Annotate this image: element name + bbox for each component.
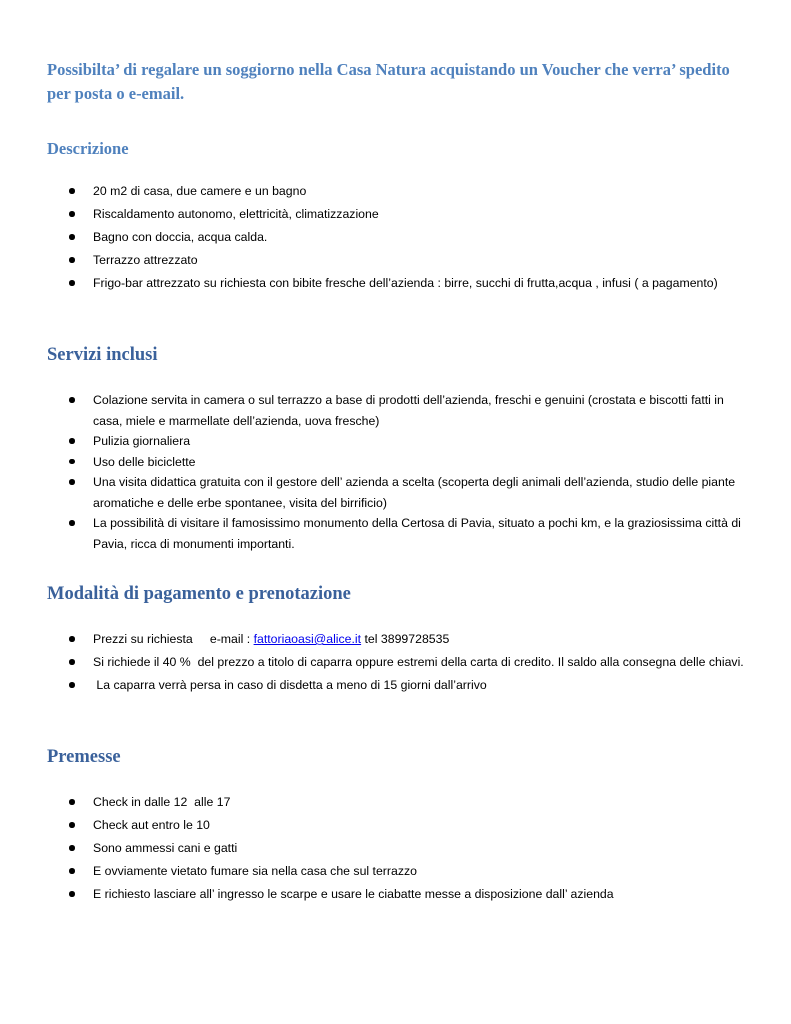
servizi-list (47, 390, 747, 554)
list-item (47, 181, 747, 202)
bullet-icon (69, 868, 75, 874)
bullet-icon (69, 234, 75, 240)
list-item (47, 452, 747, 473)
list-item-text: Check in dalle 12 alle 17 (93, 795, 231, 809)
list-item (47, 884, 747, 905)
bullet-icon (69, 636, 75, 642)
bullet-icon (69, 682, 75, 688)
list-item (47, 273, 747, 294)
list-item-text: Terrazzo attrezzato (93, 253, 198, 267)
list-item-text: La caparra verrà persa in caso di disdetta a meno di 15 giorni dall’arrivo (93, 678, 487, 692)
contact-phone: tel 3899728535 (361, 632, 450, 646)
list-item (47, 652, 747, 673)
bullet-icon (69, 891, 75, 897)
descrizione-list (47, 181, 747, 294)
section-heading-descrizione: Descrizione (47, 139, 129, 158)
bullet-icon (69, 188, 75, 194)
section-heading-premesse: Premesse (47, 747, 121, 767)
bullet-icon (69, 799, 75, 805)
list-item (47, 815, 747, 836)
list-item-text: Una visita didattica gratuita con il gestore dell’ azienda a scelta (scoperta degli animali dell’azienda, studio delle piante aromatiche e delle erbe spontanee, visita del birrificio) (93, 475, 736, 510)
list-item-text: Frigo-bar attrezzato su richiesta con bibite fresche dell’azienda : birre, succhi di frutta,acqua , infusi ( a pagamento) (93, 276, 718, 290)
list-item (47, 675, 747, 696)
list-item-text: Sono ammessi cani e gatti (93, 841, 238, 855)
list-item-text: Colazione servita in camera o sul terrazzo a base di prodotti dell’azienda, freschi e genuini (crostata e biscotti fatti in casa, miele e marmellate dell’azienda, uova fresche) (93, 393, 724, 428)
bullet-icon (69, 257, 75, 263)
list-item (47, 838, 747, 859)
list-item (47, 250, 747, 271)
bullet-icon (69, 520, 75, 526)
section-heading-pagamento: Modalità di pagamento e prenotazione (47, 584, 351, 604)
bullet-icon (69, 280, 75, 286)
list-item-text: Riscaldamento autonomo, elettricità, climatizzazione (93, 207, 379, 221)
bullet-icon (69, 822, 75, 828)
list-item-text: E ovviamente vietato fumare sia nella casa che sul terrazzo (93, 864, 417, 878)
bullet-icon (69, 211, 75, 217)
section-heading-servizi: Servizi inclusi (47, 345, 158, 365)
email-link[interactable]: fattoriaoasi@alice.it (253, 632, 362, 646)
list-item (47, 629, 747, 650)
list-item-text: Pulizia giornaliera (93, 434, 191, 448)
bullet-icon (69, 397, 75, 403)
list-item (47, 390, 747, 431)
contact-prefix: Prezzi su richiesta e-mail : (93, 632, 254, 646)
bullet-icon (69, 479, 75, 485)
list-item-text: Si richiede il 40 % del prezzo a titolo di caparra oppure estremi della carta di credito. Il saldo alla consegna delle chiavi. (93, 655, 744, 669)
list-item (47, 513, 747, 554)
bullet-icon (69, 845, 75, 851)
list-item (47, 472, 747, 513)
bullet-icon (69, 438, 75, 444)
list-item-text: Bagno con doccia, acqua calda. (93, 230, 268, 244)
list-item-text: E richiesto lasciare all’ ingresso le scarpe e usare le ciabatte messe a disposizione dall’ azienda (93, 887, 614, 901)
list-item (47, 431, 747, 452)
document-title: Possibilta’ di regalare un soggiorno nella Casa Natura acquistando un Voucher che verra’ spedito per posta o e-email. (47, 60, 730, 103)
bullet-icon (69, 659, 75, 665)
list-item (47, 792, 747, 813)
pagamento-list (47, 629, 747, 696)
list-item-text: La possibilità di visitare il famosissimo monumento della Certosa di Pavia, situato a pochi km, e la graziosissima città di Pavia, ricca di monumenti importanti. (93, 516, 741, 551)
list-item (47, 227, 747, 248)
list-item (47, 861, 747, 882)
list-item-text: Uso delle biciclette (93, 454, 196, 469)
premesse-list (47, 792, 747, 905)
list-item-text: Check aut entro le 10 (93, 818, 210, 832)
bullet-icon (69, 459, 75, 465)
list-item (47, 204, 747, 225)
list-item-text: 20 m2 di casa, due camere e un bagno (93, 184, 307, 198)
